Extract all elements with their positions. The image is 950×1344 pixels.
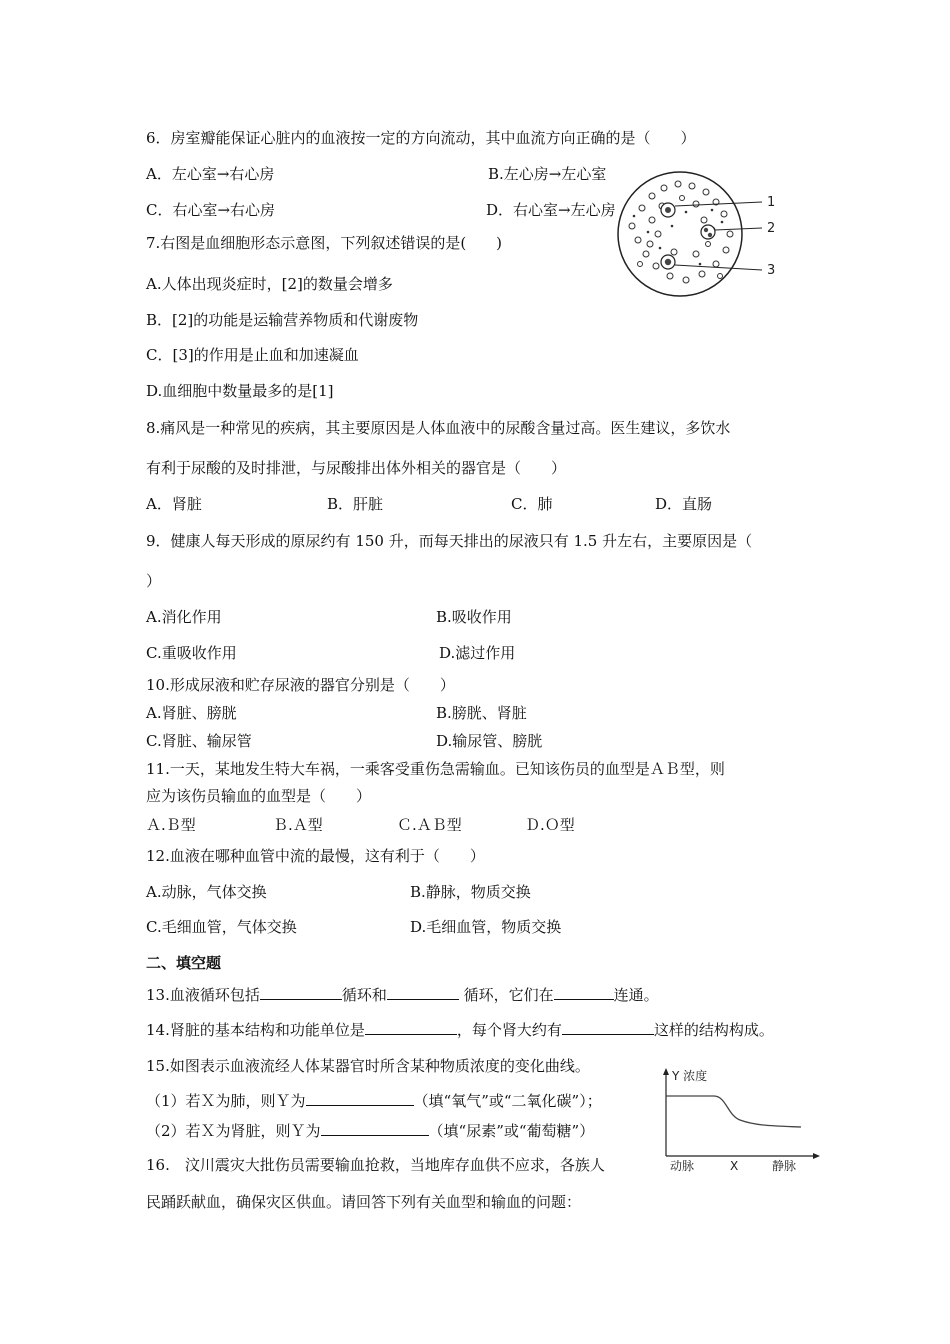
q12-option-d: D.毛细血管，物质交换: [410, 918, 562, 936]
q9-option-c: C.重吸收作用: [146, 644, 237, 662]
q12-option-a: A.动脉，气体交换: [146, 883, 267, 901]
section-title: 二、填空题: [146, 954, 222, 972]
q13-blank-2[interactable]: [387, 985, 459, 1000]
q15-sub2: [146, 1121, 594, 1141]
x-label-x: X: [730, 1159, 739, 1173]
blood-cell-figure: [612, 168, 792, 308]
q7-option-d: D.血细胞中数量最多的是[1]: [146, 382, 334, 400]
q11-stem-line1: 11.一天，某地发生特大车祸，一乘客受重伤急需输血。已知该伤员的血型是ＡＢ型，则: [146, 760, 725, 778]
q11-option-d: Ｄ.Ｏ型: [525, 816, 575, 834]
y-axis-label: Y 浓度: [672, 1069, 708, 1083]
figure-label-1: 1: [767, 195, 776, 210]
q11-option-b: Ｂ.Ａ型: [273, 816, 323, 834]
x-label-artery: 动脉: [670, 1159, 695, 1173]
q10-option-a: A.肾脏、膀胱: [146, 704, 237, 722]
q13-text-4: 连通。: [613, 986, 659, 1004]
q14-text-3: 这样的结构构成。: [653, 1021, 774, 1039]
q15-sub2-hint: （填“尿素”或“葡萄糖”）: [428, 1122, 595, 1140]
q8-option-d: D．直肠: [655, 495, 713, 513]
q12-option-c: C.毛细血管，气体交换: [146, 918, 297, 936]
q8-stem-line1: 8.痛风是一种常见的疾病，其主要原因是人体血液中的尿酸含量过高。医生建议，多饮水: [146, 419, 731, 437]
q13-line: [146, 985, 659, 1005]
q14-text-1: 14.肾脏的基本结构和功能单位是: [146, 1021, 365, 1039]
q12-stem: 12.血液在哪种血管中流的最慢，这有利于（ ）: [146, 847, 485, 865]
q6-option-a: A．左心室→右心房: [146, 165, 275, 183]
q14-blank-1[interactable]: [365, 1020, 457, 1035]
q13-blank-3[interactable]: [554, 985, 614, 1000]
figure-label-3: 3: [767, 263, 776, 278]
q8-option-b: B．肝脏: [327, 495, 384, 513]
q9-stem-line1: 9．健康人每天形成的原尿约有 150 升，而每天排出的尿液只有 1.5 升左右，主要原因是（: [146, 532, 753, 550]
q6-stem: 6．房室瓣能保证心脏内的血液按一定的方向流动，其中血流方向正确的是（ ）: [146, 129, 696, 147]
q16-line2: 民踊跃献血，确保灾区供血。请回答下列有关血型和输血的问题：: [146, 1193, 582, 1211]
q9-option-d: D.滤过作用: [439, 644, 516, 662]
q15-sub2-text: （2）若Ｘ为肾脏，则Ｙ为: [146, 1122, 321, 1140]
q14-line: [146, 1020, 774, 1040]
q15-blank-1[interactable]: [306, 1091, 414, 1106]
x-label-vein: 静脉: [772, 1159, 797, 1173]
figure-label-2: 2: [767, 221, 776, 236]
q15-sub1-hint: （填“氧气”或“二氧化碳”）；: [413, 1092, 602, 1110]
q8-option-a: A．肾脏: [146, 495, 202, 513]
q15-sub1: [146, 1091, 602, 1111]
q10-option-d: D.输尿管、膀胱: [436, 732, 543, 750]
q6-option-b: B.左心房→左心室: [488, 165, 607, 183]
q10-option-c: C.肾脏、输尿管: [146, 732, 252, 750]
q13-text-2: 循环和: [341, 986, 387, 1004]
q14-blank-2[interactable]: [562, 1020, 654, 1035]
q11-option-a: Ａ.Ｂ型: [146, 816, 196, 834]
q6-option-d: D．右心室→左心房: [486, 201, 616, 219]
q9-option-a: A.消化作用: [146, 608, 222, 626]
q12-option-b: B.静脉，物质交换: [410, 883, 531, 901]
q15-blank-2[interactable]: [321, 1121, 429, 1136]
q7-stem: 7.右图是血细胞形态示意图，下列叙述错误的是( ): [146, 234, 503, 252]
q15-sub1-text: （1）若Ｘ为肺，则Ｙ为: [146, 1092, 306, 1110]
q10-stem: 10.形成尿液和贮存尿液的器官分别是（ ）: [146, 676, 455, 694]
q11-stem-line2: 应为该伤员输血的血型是（ ）: [146, 787, 372, 805]
q8-stem-line2: 有利于尿酸的及时排泄，与尿酸排出体外相关的器官是（ ）: [146, 459, 567, 477]
q7-option-b: B．[2]的功能是运输营养物质和代谢废物: [146, 311, 419, 329]
q9-stem-line2: ）: [146, 572, 162, 590]
q13-blank-1[interactable]: [260, 985, 342, 1000]
q13-text-1: 13.血液循环包括: [146, 986, 260, 1004]
concentration-curve: [666, 1096, 801, 1127]
concentration-chart: [656, 1066, 826, 1176]
cell-3: [661, 255, 675, 269]
q8-option-c: C．肺: [511, 495, 553, 513]
q7-option-c: C．[3]的作用是止血和加速凝血: [146, 346, 359, 364]
q14-text-2: ，每个肾大约有: [456, 1021, 562, 1039]
q10-option-b: B.膀胱、肾脏: [436, 704, 527, 722]
q6-option-c: C．右心室→右心房: [146, 201, 276, 219]
q7-option-a: A.人体出现炎症时，[2]的数量会增多: [146, 275, 393, 293]
q16-line1: 16. 汶川震灾大批伤员需要输血抢救，当地库存血供不应求，各族人: [146, 1156, 605, 1174]
q15-stem: 15.如图表示血液流经人体某器官时所含某种物质浓度的变化曲线。: [146, 1057, 590, 1075]
x-axis-arrow: [813, 1153, 820, 1159]
blood-smear-circle: [618, 172, 742, 296]
q9-option-b: B.吸收作用: [436, 608, 512, 626]
q11-option-c: Ｃ.ＡＢ型: [397, 816, 462, 834]
cell-2: [701, 225, 715, 239]
y-axis-arrow: [663, 1068, 669, 1075]
cell-1: [661, 203, 675, 217]
q13-text-3: 循环，它们在: [458, 986, 554, 1004]
